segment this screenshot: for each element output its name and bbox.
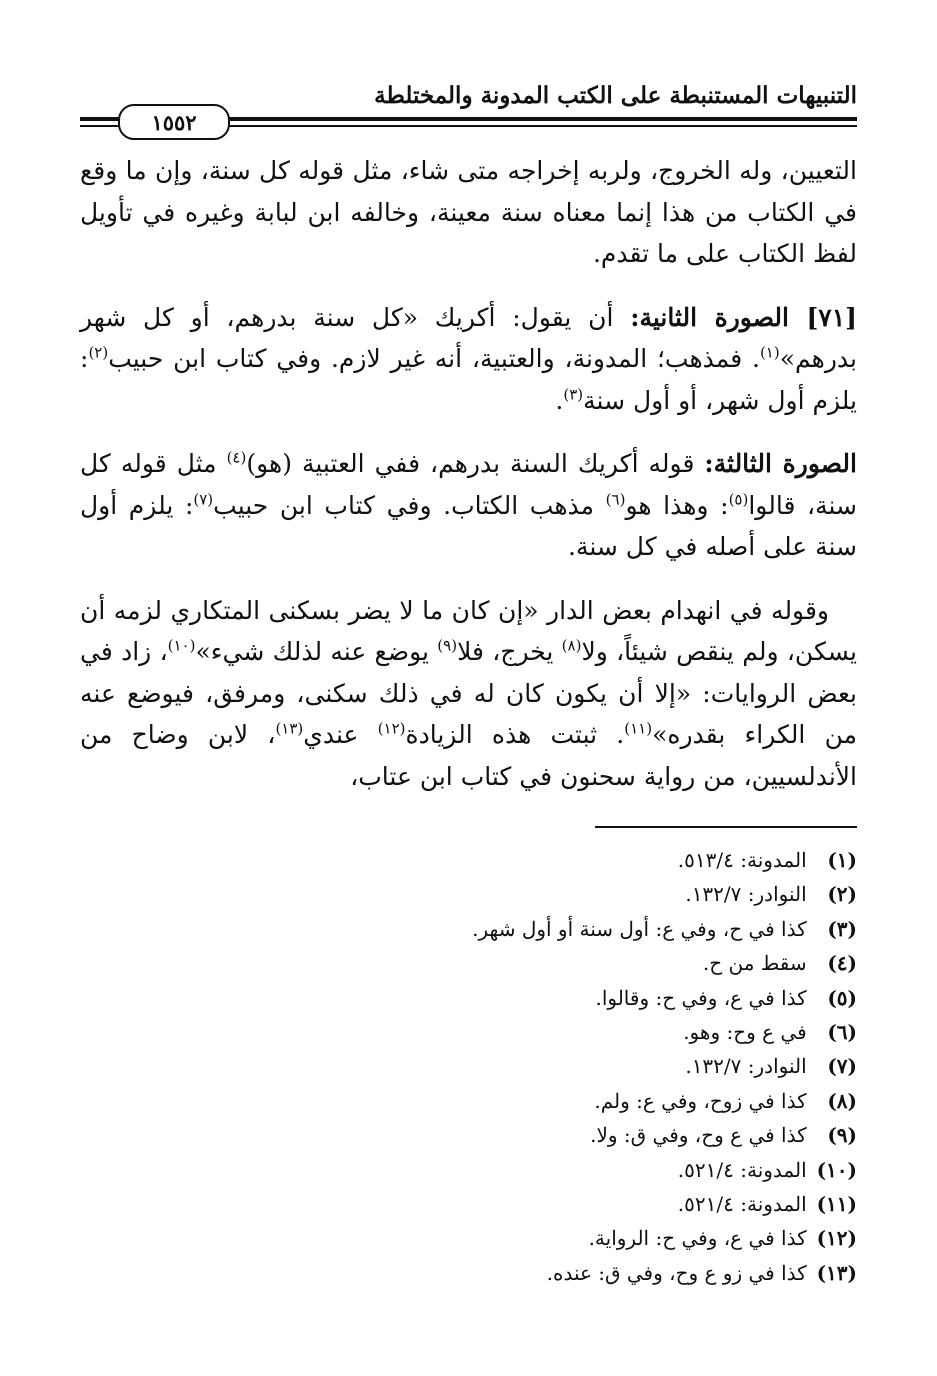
paragraph-text: . ثبتت هذه الزيادة — [405, 720, 625, 749]
paragraph-text: وقوله في انهدام بعض الدار «إن كان ما لا يضر بسكنى المتكاري لزمه أن يسكن، ولم ينقص شيئاً، ولا — [80, 595, 858, 666]
footnote-number: (٥) — [827, 985, 857, 1010]
footnote-text: النوادر: ١٣٢/٧. — [685, 1054, 807, 1079]
paragraph-text: : وهذا هو — [625, 490, 729, 520]
paragraph-text: قوله أكريك السنة بدرهم، ففي العتبية (هو) — [246, 449, 705, 478]
footnote-text: النوادر: ١٣٢/٧. — [685, 882, 807, 907]
footnote-number: (١٢) — [816, 1226, 857, 1251]
paragraph-text: . — [555, 385, 564, 415]
paragraph-1: التعيين، وله الخروج، ولربه إخراجه متى شاء، مثل قوله كل سنة، وإن ما وقع في الكتاب من هذا إنما معناه سنة معينة، وخالفه ابن لبابة وغيره في تأويل لفظ الكتاب على ما تقدم. — [80, 156, 857, 268]
footnote-text: كذا في زو ع وح، وفي ق: عنده. — [546, 1260, 807, 1285]
footnote-item — [80, 1187, 857, 1221]
paragraph-4 — [80, 590, 857, 798]
footnote-text: المدونة: ٥١٣/٤. — [677, 848, 807, 872]
footnote-ref: (١٣) — [275, 719, 304, 738]
footnotes — [80, 843, 857, 1290]
footnote-ref: (٨) — [561, 636, 582, 655]
footnote-number: (٤) — [827, 951, 857, 976]
paragraph-text: ، لابن وضاح من الأندلسيين، من رواية سحنون في كتاب ابن عتاب، — [80, 720, 857, 791]
footnote-text: كذا في ع، وفي ح: الرواية. — [588, 1226, 807, 1251]
footnote-ref: (٧) — [193, 490, 214, 509]
paragraph-text: ، زاد في بعض الروايات: «إلا أن يكون كان له في ذلك سكنى، ومرفق، فيوضع عنه من الكراء بقدره» — [80, 637, 857, 749]
footnote-ref: (٦) — [605, 490, 626, 509]
footnote-number: (٩) — [827, 1123, 857, 1148]
footnote-ref: (١١) — [624, 719, 653, 738]
footnote-text: المدونة: ٥٢١/٤. — [677, 1191, 807, 1216]
footnote-item — [80, 1153, 857, 1187]
paragraph-text: : يلزم أول شهر، أو أول سنة — [80, 344, 857, 415]
footnote-number: (٨) — [827, 1088, 857, 1113]
footnote-item — [80, 877, 857, 911]
footnote-item — [80, 1084, 857, 1118]
footnote-item — [80, 912, 857, 946]
footnote-ref: (٥) — [728, 490, 749, 509]
section-label: [٧١] الصورة الثانية: — [630, 302, 857, 332]
footnote-number: (٧) — [827, 1054, 857, 1079]
paragraph-text: يوضع عنه لذلك شيء» — [195, 637, 438, 666]
footnote-text: كذا في زوح، وفي ع: ولم. — [594, 1088, 807, 1113]
book-page — [80, 0, 857, 1376]
footnote-text: في ع وح: وهو. — [683, 1019, 807, 1044]
paragraph-text: : يلزم أول سنة على أصله في كل سنة. — [80, 490, 857, 561]
footnote-text: كذا في ع، وفي ح: وقالوا. — [595, 985, 807, 1010]
footnote-item — [80, 1049, 857, 1083]
paragraph-3 — [80, 443, 857, 568]
paragraph-text: أن يقول: أكريك «كل سنة بدرهم، أو كل شهر بدرهم» — [80, 302, 857, 373]
footnote-number: (١) — [827, 848, 857, 872]
footnote-number: (١١) — [816, 1191, 857, 1216]
running-header-title: التنبيهات المستنبطة على الكتب المدونة والمختلطة — [374, 82, 857, 109]
paragraph-text: مثل قوله كل سنة، قالوا — [80, 449, 857, 520]
footnote-item — [80, 843, 857, 877]
footnote-item — [80, 1256, 857, 1290]
section-label: الصورة الثالثة: — [704, 449, 857, 478]
footnote-text: المدونة: ٥٢١/٤. — [677, 1157, 807, 1182]
footnote-item — [80, 981, 857, 1015]
footnote-text: كذا في ح، وفي ع: أول سنة أو أول شهر. — [472, 916, 807, 941]
footnote-number: (٣) — [827, 916, 857, 941]
footnote-item — [80, 946, 857, 980]
footnote-ref: (١٠) — [167, 636, 196, 655]
footnote-text: كذا في ع وح، وفي ق: ولا. — [590, 1123, 807, 1148]
paragraph-2 — [80, 297, 857, 422]
footnote-ref: (٣) — [563, 385, 584, 404]
paragraph-text: . فمذهب؛ المدونة، والعتبية، أنه غير لازم. وفي كتاب ابن حبيب — [108, 344, 760, 373]
footnote-number: (٦) — [827, 1019, 857, 1044]
footnote-ref: (١٢) — [377, 719, 406, 738]
paragraph-text: مذهب الكتاب. وفي كتاب ابن حبيب — [213, 490, 606, 520]
footnote-number: (١٣) — [816, 1260, 857, 1285]
paragraph-text: عندي — [303, 720, 378, 749]
footnote-ref: (٩) — [437, 636, 458, 655]
footnote-item — [80, 1118, 857, 1152]
footnote-number: (٢) — [827, 882, 857, 907]
page-number: ١٥٥٢ — [118, 104, 230, 140]
footnote-ref: (١) — [759, 343, 780, 362]
footnote-ref: (٢) — [88, 343, 109, 362]
paragraph-text: يخرج، فلا — [457, 637, 562, 666]
main-text — [80, 150, 857, 819]
footnote-item — [80, 1221, 857, 1255]
footnote-number: (١٠) — [816, 1157, 857, 1182]
footnote-ref: (٤) — [226, 448, 247, 467]
footnote-text: سقط من ح. — [702, 951, 807, 976]
footnote-separator — [595, 826, 857, 828]
footnote-item — [80, 1015, 857, 1049]
